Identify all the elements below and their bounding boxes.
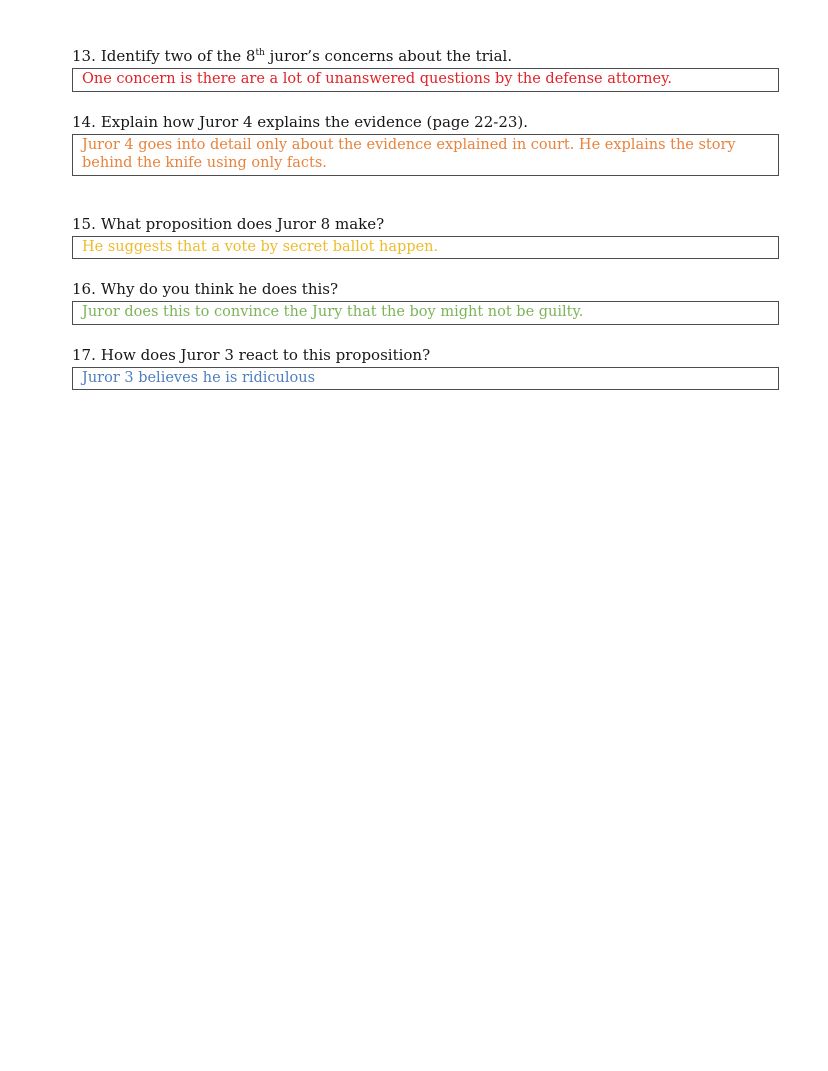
question-15-text xyxy=(72,215,779,233)
question-14-number: 14. xyxy=(72,112,96,131)
worksheet-content xyxy=(72,47,779,411)
question-15-pre: What proposition does Juror 8 make? xyxy=(100,214,385,233)
question-14-text xyxy=(72,113,779,131)
question-17-pre: How does Juror 3 react to this proposition? xyxy=(100,345,431,364)
answer-box-14[interactable] xyxy=(72,134,779,176)
question-13-number: 13. xyxy=(72,47,96,65)
answer-box-16[interactable] xyxy=(72,301,779,325)
question-17-text xyxy=(72,346,779,364)
question-14-pre: Explain how Juror 4 explains the evidence (page 22-23). xyxy=(100,112,529,131)
answer-box-15[interactable] xyxy=(72,236,779,260)
question-13-pre: Identify two of the 8 xyxy=(100,47,256,65)
answer-13-text: One concern is there are a lot of unanswered questions by the defense attorney. xyxy=(82,71,672,87)
question-17-number: 17. xyxy=(72,345,96,364)
answer-17-text: Juror 3 believes he is ridiculous xyxy=(82,369,316,386)
question-13-superscript: th xyxy=(255,48,265,58)
question-16-number: 16. xyxy=(72,280,96,298)
question-16-text xyxy=(72,280,779,298)
question-block-15 xyxy=(72,215,779,260)
question-block-14 xyxy=(72,113,779,176)
question-16-pre: Why do you think he does this? xyxy=(100,280,339,298)
question-block-17 xyxy=(72,346,779,391)
question-13-text xyxy=(72,47,779,65)
answer-16-text: Juror does this to convince the Jury that the boy might not be guilty. xyxy=(82,304,584,320)
question-15-number: 15. xyxy=(72,214,96,233)
question-13-post: juror’s concerns about the trial. xyxy=(264,47,513,65)
question-block-13 xyxy=(72,47,779,92)
question-block-16 xyxy=(72,280,779,325)
answer-14-text: Juror 4 goes into detail only about the evidence explained in court. He explains the story behind the knife using only facts. xyxy=(82,136,736,171)
answer-box-17[interactable] xyxy=(72,367,779,391)
answer-box-13[interactable] xyxy=(72,68,779,92)
answer-15-text: He suggests that a vote by secret ballot happen. xyxy=(82,238,439,255)
